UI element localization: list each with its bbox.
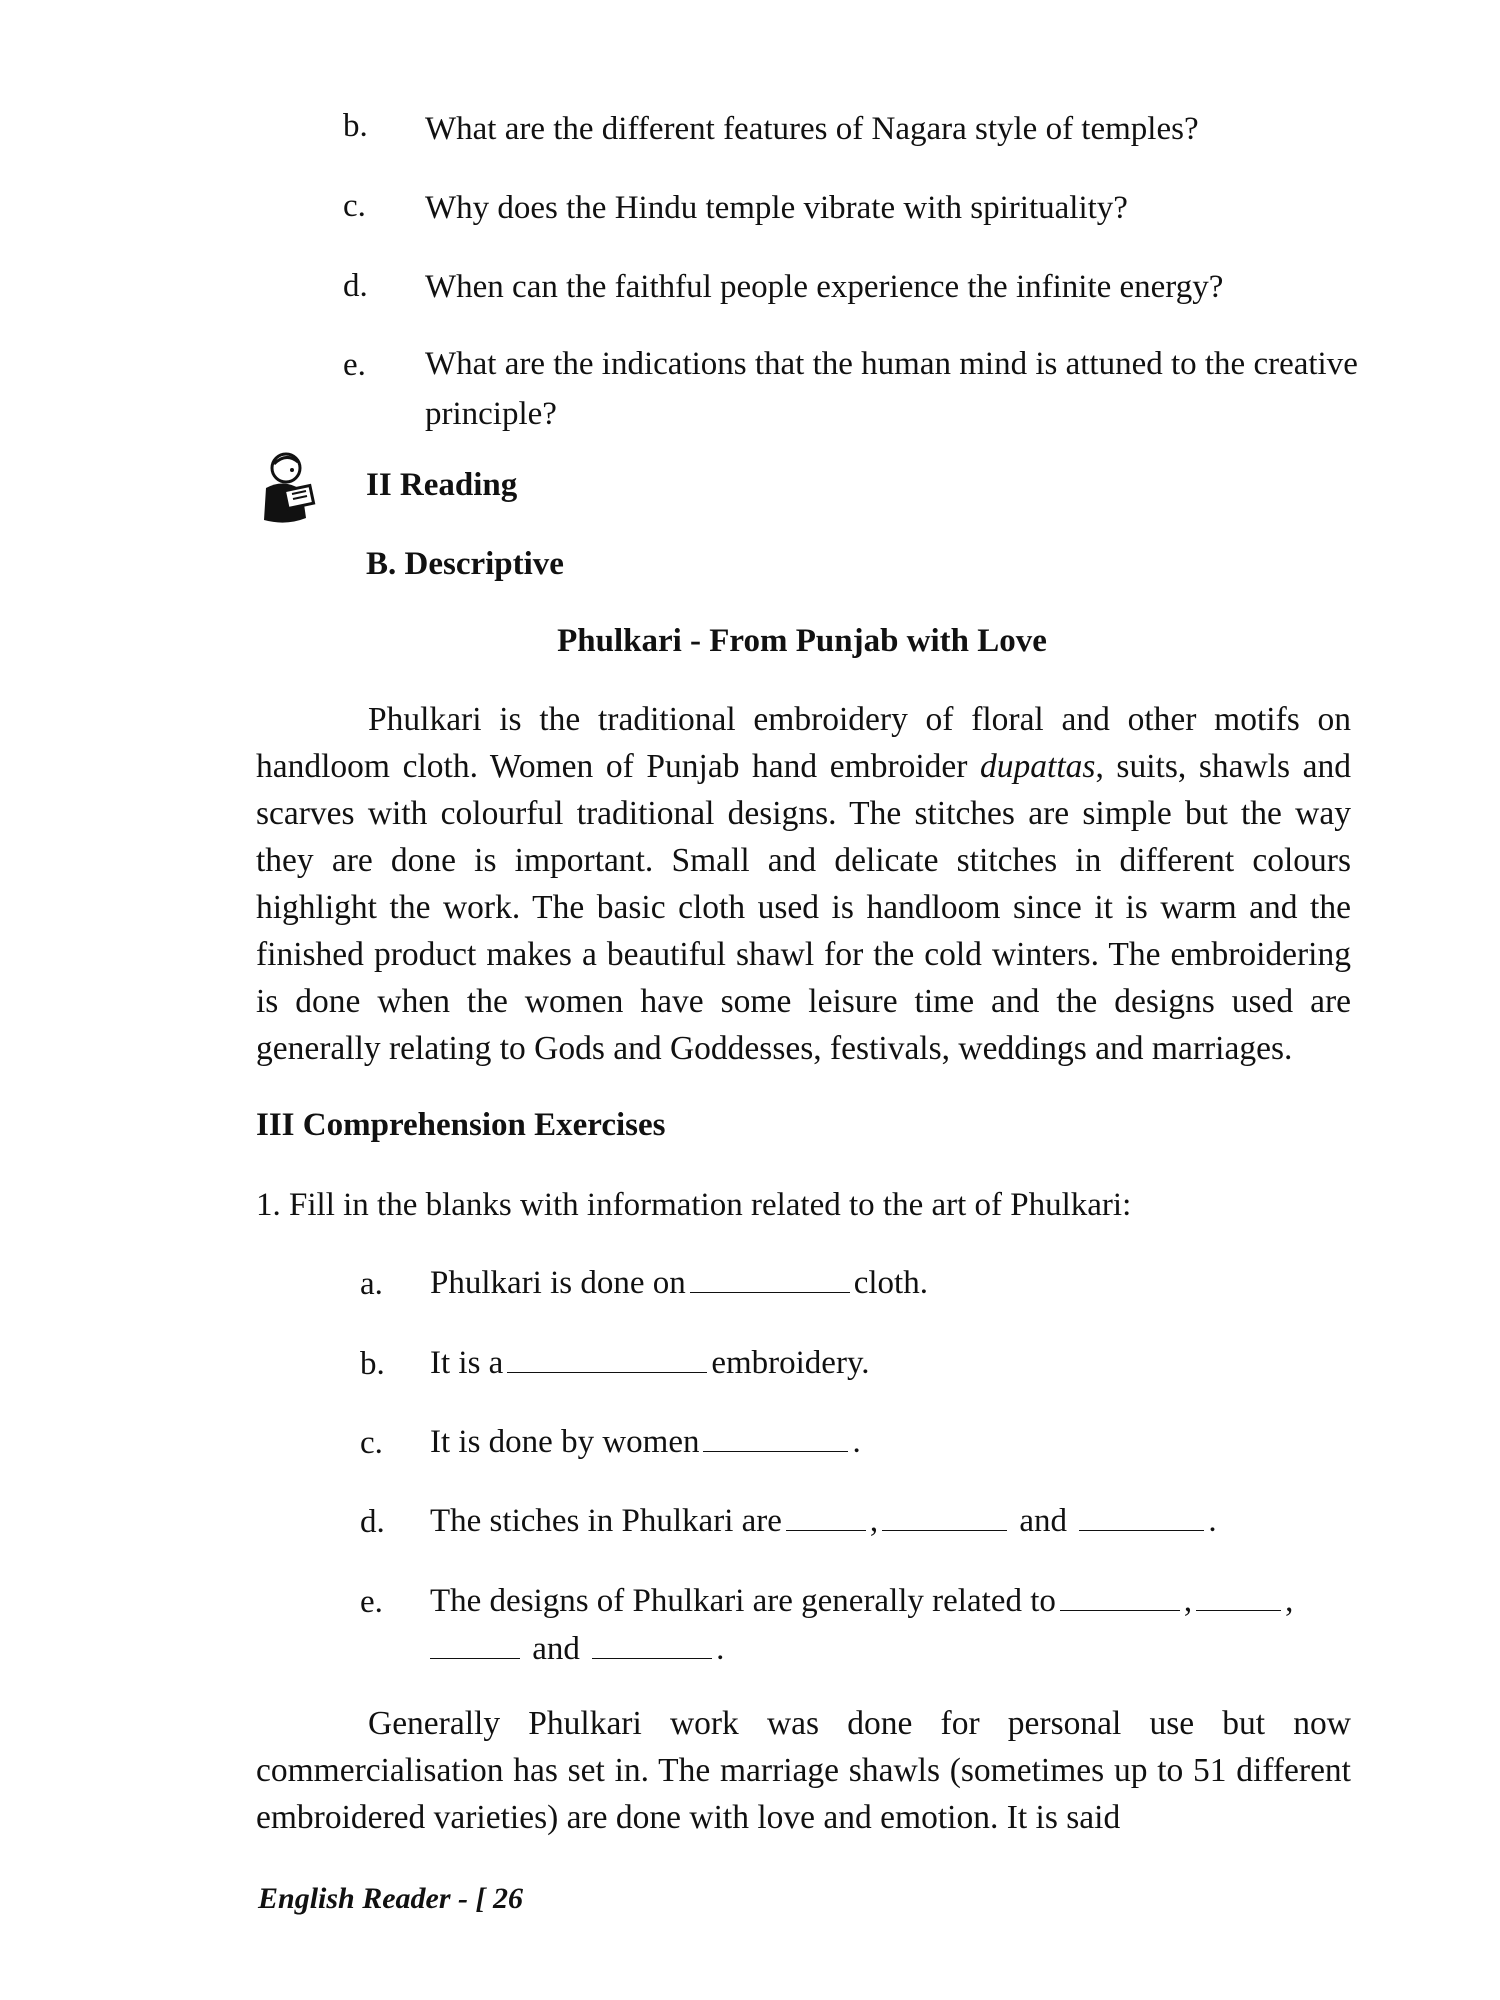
blank-line[interactable] xyxy=(507,1342,707,1373)
page-footer: English Reader - [ 26 xyxy=(258,1882,524,1915)
fill-letter: d. xyxy=(360,1504,385,1540)
fill-text: embroidery. xyxy=(711,1345,870,1381)
passage-title: Phulkari - From Punjab with Love xyxy=(557,623,1047,659)
fill-text: , xyxy=(869,1503,879,1539)
fill-item-e-continued xyxy=(430,1628,724,1668)
exercise-instruction: 1. Fill in the blanks with information related to the art of Phulkari: xyxy=(256,1187,1132,1223)
question-letter: c. xyxy=(343,188,366,224)
fill-text: It is a xyxy=(430,1345,504,1381)
fill-letter: b. xyxy=(360,1346,385,1382)
question-text: Why does the Hindu temple vibrate with spirituality? xyxy=(425,190,1128,226)
fill-text: . xyxy=(852,1424,861,1460)
section-heading-comprehension: III Comprehension Exercises xyxy=(256,1107,666,1143)
question-letter: d. xyxy=(343,268,368,304)
blank-line[interactable] xyxy=(690,1262,850,1293)
blank-line[interactable] xyxy=(786,1500,866,1531)
passage-paragraph xyxy=(256,696,1351,1072)
blank-line[interactable] xyxy=(430,1628,520,1659)
fill-text: , xyxy=(1183,1583,1193,1619)
fill-letter: e. xyxy=(360,1584,383,1620)
fill-text: and xyxy=(532,1631,580,1667)
fill-item-c xyxy=(430,1421,861,1461)
question-text: When can the faithful people experience the infinite energy? xyxy=(425,269,1224,305)
blank-line[interactable] xyxy=(1079,1500,1204,1531)
fill-text: cloth. xyxy=(853,1265,928,1301)
fill-letter: c. xyxy=(360,1425,383,1461)
fill-item-b xyxy=(430,1342,870,1382)
fill-text: Phulkari is done on xyxy=(430,1265,686,1301)
question-text: What are the different features of Nagara style of temples? xyxy=(425,111,1199,147)
fill-item-e xyxy=(430,1580,1293,1620)
blank-line[interactable] xyxy=(1060,1580,1180,1611)
fill-text: The stiches in Phulkari are xyxy=(430,1503,782,1539)
reading-person-icon xyxy=(256,448,318,526)
fill-text: and xyxy=(1019,1503,1068,1539)
fill-text: . xyxy=(716,1631,725,1667)
fill-item-a xyxy=(430,1262,928,1302)
blank-line[interactable] xyxy=(703,1421,848,1452)
blank-line[interactable] xyxy=(882,1500,1007,1531)
question-letter: e. xyxy=(343,347,366,383)
blank-line[interactable] xyxy=(592,1628,712,1659)
paragraph-text: Phulkari is the traditional embroidery of floral and other motifs on handloom cloth. Women of Punjab hand embroider xyxy=(256,701,1351,785)
section-heading-descriptive: B. Descriptive xyxy=(366,546,564,582)
paragraph-text: , suits, shawls and scarves with colourful traditional designs. The stitches are simple but the way they are done is important. Small and delicate stitches in different colours highlight the work. The basic cloth used is handloom since it is warm and the finished product makes a beautiful shawl for the cold winters. The embroidering is done when the women have some leisure time and the designs used are generally relating to Gods and Goddesses, festivals, weddings and marriages. xyxy=(256,748,1351,1067)
fill-text: , xyxy=(1285,1583,1294,1619)
question-text: What are the indications that the human mind is attuned to the creative principle? xyxy=(425,346,1358,432)
fill-text: The designs of Phulkari are generally related to xyxy=(430,1583,1056,1619)
section-heading-reading: II Reading xyxy=(366,467,518,503)
question-letter: b. xyxy=(343,108,368,144)
fill-text: It is done by women xyxy=(430,1424,700,1460)
passage-paragraph: Generally Phulkari work was done for personal use but now commercialisation has set in. The marriage shawls (sometimes up to 51 different embroidered varieties) are done with love and emotion. It is said xyxy=(256,1705,1351,1836)
fill-item-d xyxy=(430,1500,1217,1540)
paragraph-italic-word: dupattas xyxy=(980,748,1096,785)
fill-letter: a. xyxy=(360,1266,383,1302)
fill-text: . xyxy=(1208,1503,1217,1539)
blank-line[interactable] xyxy=(1196,1580,1281,1611)
